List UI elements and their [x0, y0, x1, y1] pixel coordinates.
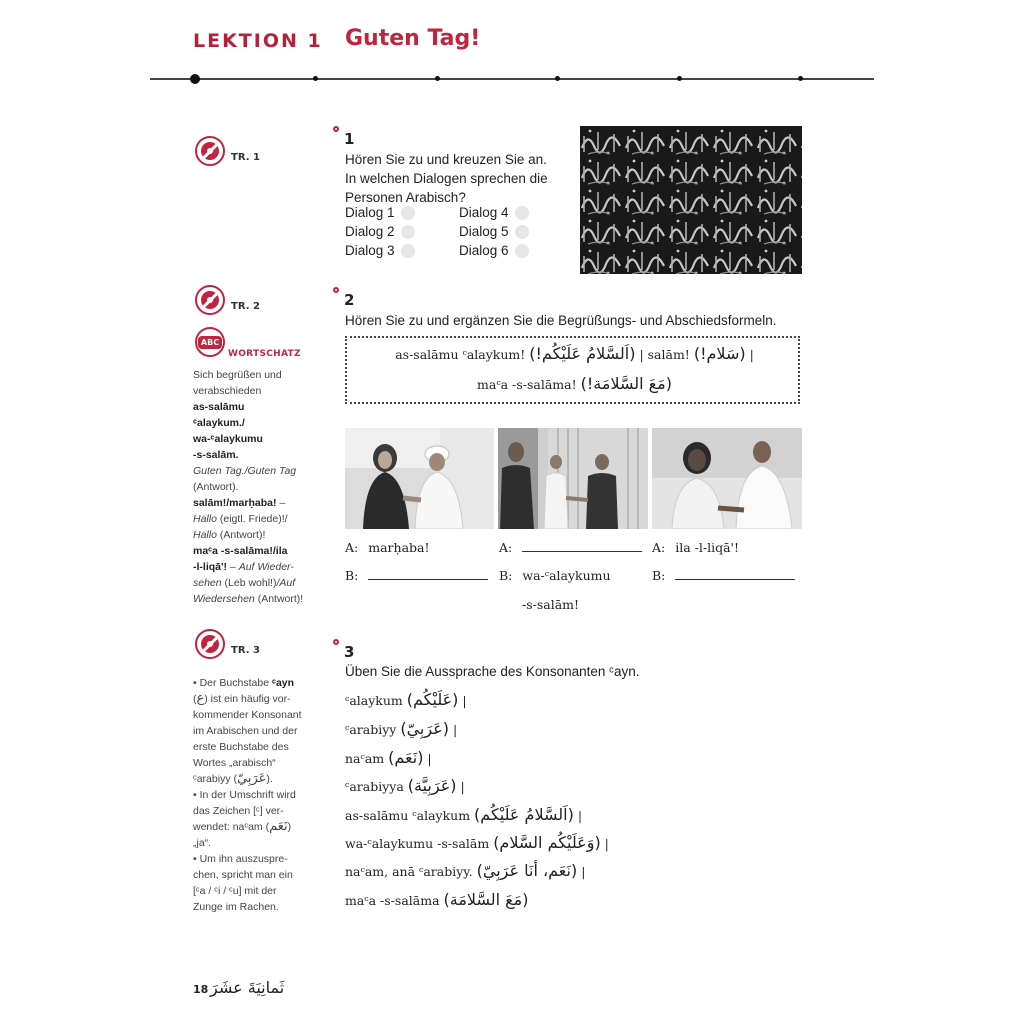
vocab-note: (Antwort)!	[254, 593, 304, 605]
vocab-translation: Guten Tag./Guten Tag	[193, 465, 297, 477]
checkbox-circle[interactable]	[515, 206, 529, 220]
vocab-term: -l-liqā'!	[193, 561, 227, 573]
pronunciation-row	[345, 890, 528, 909]
row-arabic: (وَعَلَيْكُم السَّلام)	[493, 833, 601, 852]
note-text: ᶜarabiyy (	[193, 773, 237, 785]
dialog-text: marḥaba!	[368, 540, 430, 555]
pronunciation-row	[345, 833, 609, 852]
exercise-instruction	[345, 150, 575, 207]
vocab-term: ᶜalaykum./	[193, 417, 245, 429]
vocab-translation: /Auf	[276, 577, 296, 589]
exercise-number: 2	[344, 291, 355, 309]
dialog-option[interactable]	[459, 205, 529, 220]
exercise-bullet	[333, 287, 339, 293]
note-text: Wortes „arabisch“	[193, 757, 276, 769]
separator: |	[639, 347, 644, 362]
row-arabic: (عَلَيْكُم)	[406, 690, 459, 709]
photo-men-handshake	[498, 428, 648, 529]
timeline-dot	[677, 76, 682, 81]
vocab-term: -s-salām.	[193, 449, 239, 461]
dialog-option[interactable]	[345, 224, 415, 239]
pronunciation-row	[345, 748, 432, 767]
dialog-label: Dialog 5	[459, 224, 509, 239]
dialog-3-b	[652, 568, 795, 583]
note-text: )	[287, 821, 292, 833]
note-text: wendet: naᶜam (	[193, 821, 270, 833]
photo-business-handshake	[652, 428, 802, 529]
note-text: • Der Buchstabe	[193, 677, 272, 689]
dialog-label: Dialog 1	[345, 205, 395, 220]
note-arabic: نَعَم	[269, 819, 288, 834]
answer-blank[interactable]	[368, 569, 488, 580]
dialog-2-b	[499, 568, 611, 583]
pronunciation-row	[345, 861, 585, 880]
row-latin: maᶜa -s-salāma	[345, 893, 440, 908]
vocab-translation: Hallo	[193, 529, 217, 541]
note-text: erste Buchstabe des	[193, 741, 289, 753]
dialog-option[interactable]	[345, 243, 415, 258]
separator: |	[452, 722, 458, 737]
answer-blank[interactable]	[522, 541, 642, 552]
greeting-latin: salām!	[647, 347, 690, 362]
track-label: TR. 3	[231, 645, 260, 656]
exercise-number: 3	[344, 643, 355, 661]
separator: |	[581, 864, 586, 879]
note-text: „ja“.	[193, 837, 212, 849]
note-text: ).	[266, 773, 273, 785]
greeting-arabic: (سَلام!)	[693, 344, 746, 363]
vocab-note: (Leb wohl!)	[221, 577, 277, 589]
page-number: 18	[193, 983, 209, 996]
dialog-1	[345, 540, 430, 555]
vocab-translation: sehen	[193, 577, 222, 589]
timeline-dot	[798, 76, 803, 81]
note-arabic: عَرَبِيّ	[236, 771, 267, 786]
pronunciation-notes	[193, 675, 328, 915]
separator: |	[749, 347, 754, 362]
row-latin: as-salāmu ᶜalaykum	[345, 808, 471, 823]
audio-cd-icon[interactable]	[195, 285, 225, 315]
pronunciation-row	[345, 719, 457, 738]
dialog-1-b	[345, 568, 488, 583]
note-text: im Arabischen und der	[193, 725, 298, 737]
row-arabic: (نَعَم، أنَا عَرَبِيّ)	[476, 861, 578, 880]
separator: |	[427, 751, 432, 766]
checkbox-circle[interactable]	[515, 225, 529, 239]
dialog-label: Dialog 4	[459, 205, 509, 220]
speaker-b: B:	[499, 568, 513, 583]
dialog-3	[652, 540, 739, 555]
row-arabic: (نَعَم)	[388, 748, 424, 767]
greeting-arabic: (اَلسَّلامُ عَلَيْكُم!)	[529, 344, 636, 363]
audio-cd-icon[interactable]	[195, 629, 225, 659]
row-latin: naᶜam, anā ᶜarabiyy.	[345, 864, 473, 879]
note-text: chen, spricht man ein	[193, 869, 293, 881]
separator: |	[604, 836, 609, 851]
speaker-b: B:	[345, 568, 359, 583]
dialog-label: Dialog 3	[345, 243, 395, 258]
exercise-instruction: Üben Sie die Aussprache des Konsonanten ᶜayn.	[345, 664, 640, 679]
note-term: ᶜayn	[271, 677, 295, 689]
note-text: kommender Konsonant	[193, 709, 302, 721]
checkbox-circle[interactable]	[401, 225, 415, 239]
farewell-arabic: (مَعَ السَّلامَة!)	[580, 374, 672, 393]
speaker-a: A:	[652, 540, 666, 555]
separator: |	[462, 693, 467, 708]
vocab-note: (eigtl. Friede)!/	[216, 513, 288, 525]
note-text: • Um ihn auszuspre-	[193, 853, 288, 865]
vocab-heading: Sich begrüßen und	[193, 369, 282, 381]
row-arabic: (عَرَبِيَّة)	[407, 776, 457, 795]
page-number-arabic: ثَمانِيَةَ عشَرَ	[210, 978, 285, 997]
note-arabic: ع	[196, 691, 205, 706]
timeline-dot	[435, 76, 440, 81]
dialog-text: ila -l-liqā'!	[675, 540, 740, 555]
vocab-term: as-salāmu	[193, 401, 245, 413]
note-text: • In der Umschrift wird	[193, 789, 296, 801]
exercise-instruction: Hören Sie zu und ergänzen Sie die Begrüßungs- und Abschiedsformeln.	[345, 313, 777, 328]
note-text: ) ist ein häufig vor-	[204, 693, 291, 705]
checkbox-circle[interactable]	[401, 206, 415, 220]
row-arabic: (اَلسَّلامُ عَلَيْكُم)	[474, 805, 574, 824]
vocab-heading: verabschieden	[193, 385, 262, 397]
dialog-option[interactable]	[459, 243, 529, 258]
vocab-translation: Wiedersehen	[193, 593, 255, 605]
lesson-title: Guten Tag!	[345, 26, 481, 51]
vocab-term: maᶜa -s-salāma!/ila	[193, 545, 288, 557]
timeline-dot-current	[190, 74, 200, 84]
checkbox-circle[interactable]	[401, 244, 415, 258]
greeting-line	[0, 344, 1024, 363]
audio-cd-icon[interactable]	[195, 136, 225, 166]
speaker-a: A:	[499, 540, 513, 555]
row-latin: wa-ᶜalaykumu -s-salām	[345, 836, 490, 851]
exercise-bullet	[333, 639, 339, 645]
exercise-number: 1	[344, 130, 355, 148]
arabic-calligraphy-image	[580, 126, 802, 274]
note-text: [ᶜa / ᶜi / ᶜu] mit der	[193, 885, 277, 897]
dialog-text: wa-ᶜalaykumu	[522, 568, 611, 583]
vocab-translation: Auf Wieder-	[238, 561, 294, 573]
wortschatz-label: WORTSCHATZ	[228, 349, 301, 359]
vocab-dash: –	[276, 497, 286, 509]
note-text: das Zeichen [ᶜ] ver-	[193, 805, 284, 817]
row-arabic: (مَعَ السَّلامَة)	[443, 890, 529, 909]
row-latin: naᶜam	[345, 751, 385, 766]
vocabulary-abc-icon: ABC	[195, 327, 225, 357]
timeline-dot	[313, 76, 318, 81]
answer-blank[interactable]	[675, 569, 795, 580]
instruction-line: Personen Arabisch?	[345, 190, 466, 205]
row-latin: ᶜalaykum	[345, 693, 403, 708]
vocab-translation: Hallo	[193, 513, 217, 525]
row-latin: ᶜarabiyy	[345, 722, 397, 737]
dialog-option[interactable]	[459, 224, 529, 239]
pronunciation-row	[345, 805, 582, 824]
row-arabic: (عَرَبِيّ)	[400, 719, 449, 738]
speaker-a: A:	[345, 540, 359, 555]
speaker-b: B:	[652, 568, 666, 583]
vocab-note: (Antwort)!	[216, 529, 266, 541]
dialog-2-b-cont: -s-salām!	[522, 597, 580, 612]
vocabulary-sidebar	[193, 367, 328, 607]
dialog-2	[499, 540, 642, 555]
vocab-term: salām!/marḥaba!	[193, 497, 277, 509]
separator: |	[577, 808, 583, 823]
checkbox-circle[interactable]	[515, 244, 529, 258]
dialog-option[interactable]	[345, 205, 415, 220]
vocab-dash: –	[227, 561, 239, 573]
vocab-term: wa-ᶜalaykumu	[193, 433, 263, 445]
dialog-label: Dialog 6	[459, 243, 509, 258]
pronunciation-row	[345, 690, 467, 709]
exercise-bullet	[333, 126, 339, 132]
lesson-timeline	[150, 78, 874, 80]
photo-women-greeting	[345, 428, 494, 529]
note-text: (	[193, 693, 197, 705]
farewell-line	[0, 374, 1024, 393]
vocab-note: (Antwort).	[193, 481, 239, 493]
separator: |	[460, 779, 465, 794]
row-latin: ᶜarabiyya	[345, 779, 404, 794]
instruction-line: Hören Sie zu und kreuzen Sie an.	[345, 152, 547, 167]
pronunciation-row	[345, 776, 465, 795]
lesson-label: LEKTION 1	[193, 30, 323, 52]
track-label: TR. 1	[231, 152, 260, 163]
track-label: TR. 2	[231, 301, 260, 312]
farewell-latin: maᶜa -s-salāma!	[477, 377, 577, 392]
greeting-latin: as-salāmu ᶜalaykum!	[395, 347, 526, 362]
dialog-label: Dialog 2	[345, 224, 395, 239]
timeline-dot	[555, 76, 560, 81]
note-text: Zunge im Rachen.	[193, 901, 279, 913]
instruction-line: In welchen Dialogen sprechen die	[345, 171, 548, 186]
